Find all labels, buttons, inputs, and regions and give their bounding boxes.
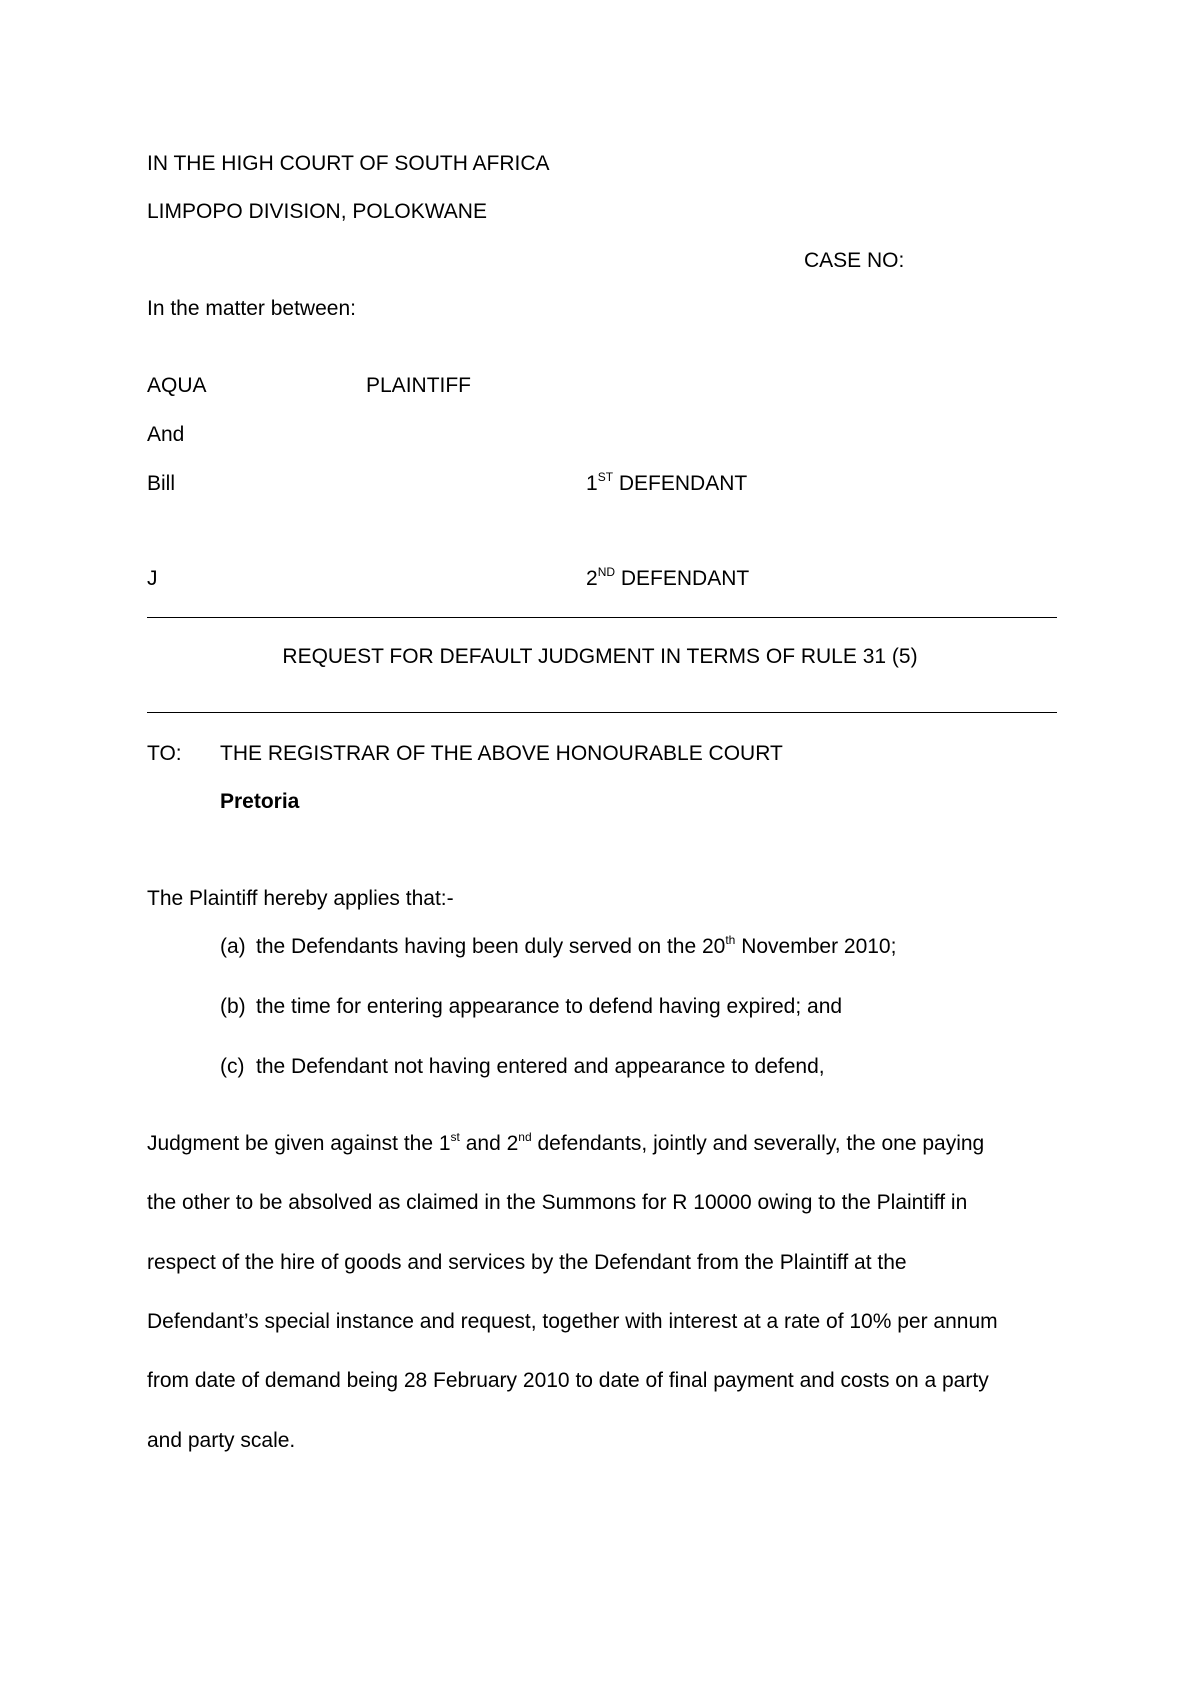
- addressee-line1: THE REGISTRAR OF THE ABOVE HONOURABLE COURT: [220, 742, 783, 765]
- item-b-text: the time for entering appearance to defend having expired; and: [256, 995, 843, 1018]
- item-a-text: the Defendants having been duly served on the 20th November 2010;: [256, 933, 897, 958]
- court-division: LIMPOPO DIVISION, POLOKWANE: [147, 200, 487, 223]
- judgment-line-5: from date of demand being 28 February 2010 to date of final payment and costs on a party: [147, 1369, 989, 1392]
- judgment-line-6: and party scale.: [147, 1429, 296, 1452]
- addressee-to-label: TO:: [147, 742, 182, 765]
- plaintiff-name: AQUA: [147, 374, 207, 397]
- bottom-divider: [147, 712, 1057, 713]
- item-b-label: (b): [220, 995, 246, 1018]
- court-name: IN THE HIGH COURT OF SOUTH AFRICA: [147, 152, 550, 175]
- document-title: REQUEST FOR DEFAULT JUDGMENT IN TERMS OF RULE 31 (5): [282, 645, 918, 668]
- defendant2-name: J: [147, 567, 158, 590]
- item-a-label: (a): [220, 935, 246, 958]
- top-divider: [147, 617, 1057, 618]
- plaintiff-role: PLAINTIFF: [366, 374, 472, 397]
- judgment-line-1: Judgment be given against the 1st and 2nd defendants, jointly and severally, the one paying: [147, 1130, 985, 1155]
- judgment-line-4: Defendant’s special instance and request, together with interest at a rate of 10% per annum: [147, 1310, 998, 1333]
- body-intro: The Plaintiff hereby applies that:-: [147, 887, 454, 910]
- addressee-line2: Pretoria: [220, 790, 300, 813]
- item-c-text: the Defendant not having entered and appearance to defend,: [256, 1055, 825, 1078]
- defendant1-role: 1ST DEFENDANT: [586, 470, 748, 495]
- defendant1-name: Bill: [147, 472, 176, 495]
- judgment-line-3: respect of the hire of goods and services by the Defendant from the Plaintiff at the: [147, 1251, 907, 1274]
- item-c-label: (c): [220, 1055, 245, 1078]
- party-conjunction: And: [147, 423, 185, 446]
- defendant2-role: 2ND DEFENDANT: [586, 565, 750, 590]
- case-number-label: CASE NO:: [804, 249, 905, 272]
- matter-intro: In the matter between:: [147, 297, 356, 320]
- judgment-line-2: the other to be absolved as claimed in the Summons for R 10000 owing to the Plaintiff in: [147, 1191, 968, 1214]
